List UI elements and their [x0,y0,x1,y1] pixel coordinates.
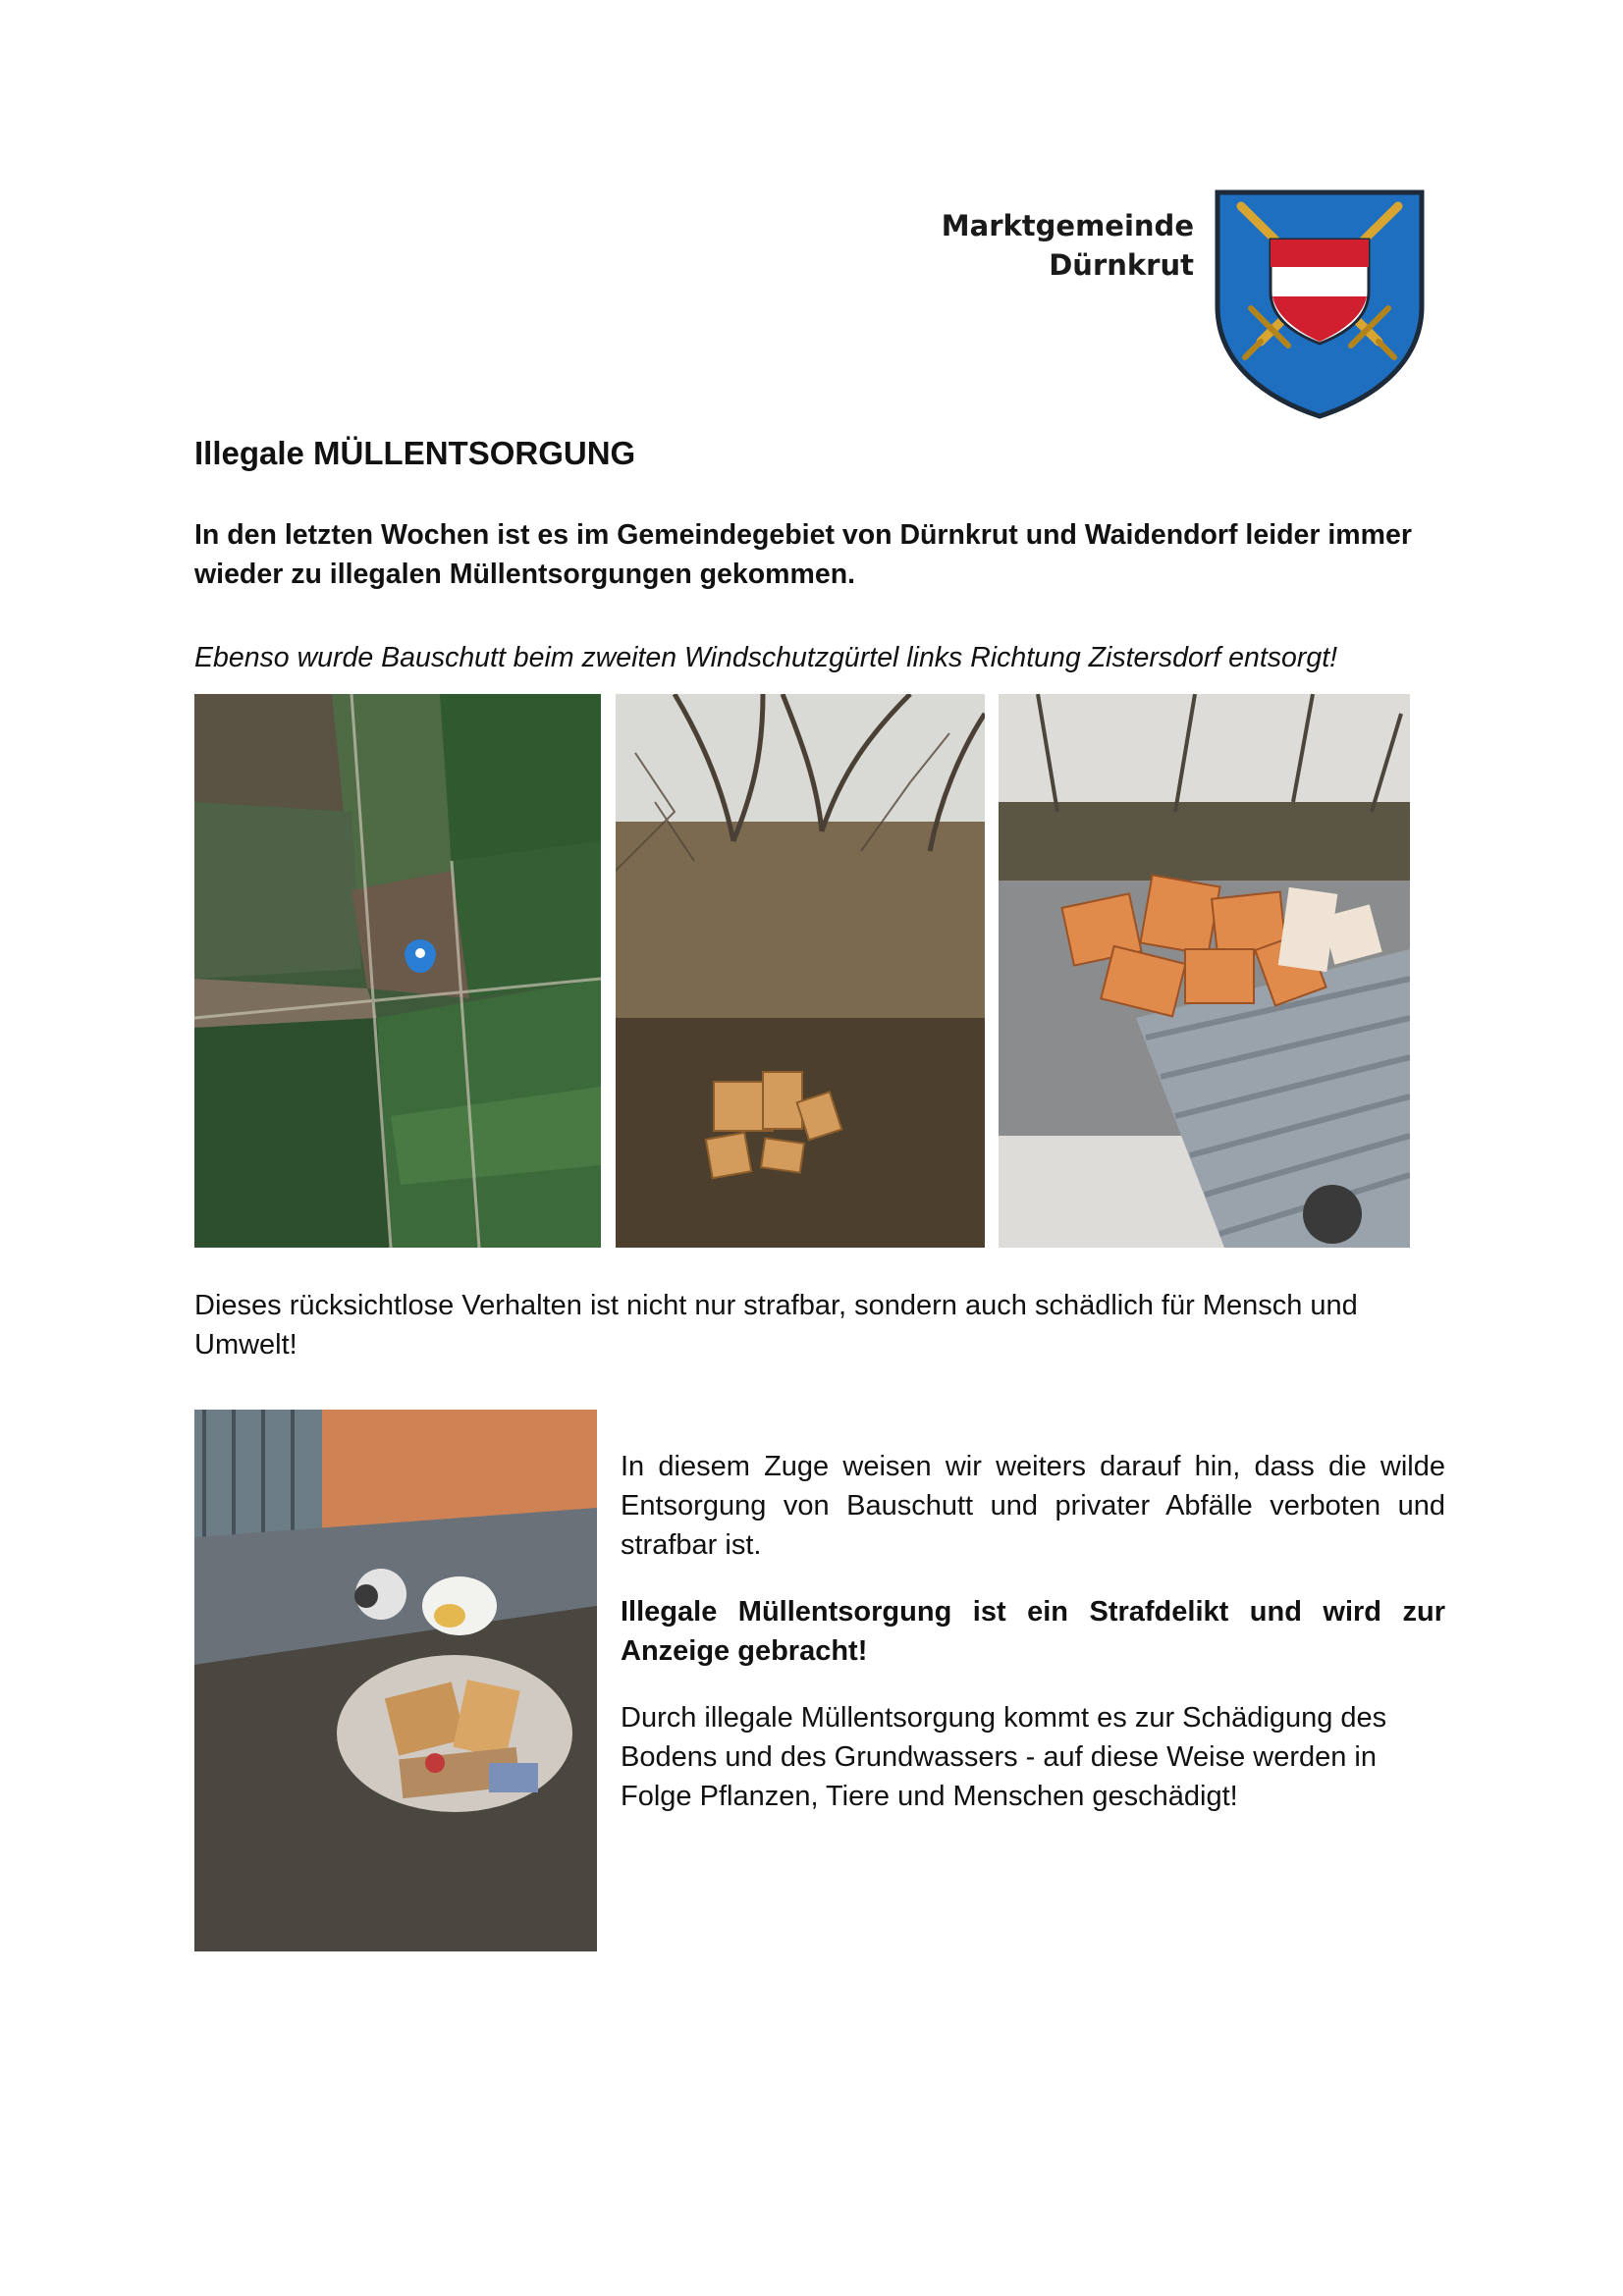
paragraph-prohibition: In diesem Zuge weisen wir weiters darauf hin, dass die wilde Entsorgung von Bauschutt und privater Abfälle verboten und strafbar ist. [621,1451,1445,1561]
article-note: Ebenso wurde Bauschutt beim zweiten Windschutzgürtel links Richtung Zistersdorf entsorgt! [194,642,1338,673]
paragraph-offense: Illegale Müllentsorgung ist ein Strafdelikt und wird zur Anzeige gebracht! [621,1596,1445,1667]
paragraph-consequences: Durch illegale Müllentsorgung kommt es zur Schädigung des Bodens und des Grundwassers - auf diese Weise werden in Folge Pflanzen, Tiere und Menschen geschädigt! [621,1702,1387,1812]
coat-of-arms-icon [1214,188,1426,420]
dumped-trash-photo [194,1410,597,1951]
satellite-map-photo [194,694,601,1248]
paragraph-warning: Dieses rücksichtlose Verhalten ist nicht nur strafbar, sondern auch schädlich für Mensch und Umwelt! [194,1290,1358,1361]
article-title: Illegale MÜLLENTSORGUNG [194,435,636,471]
bricks-on-trailer-photo [999,694,1410,1248]
municipality-name-line2: Dürnkrut [1049,248,1194,282]
article-side-text [621,1447,1445,1843]
dumped-rubble-bushes-photo [616,694,985,1248]
municipality-name [942,206,1194,285]
municipality-name-line1: Marktgemeinde [941,209,1194,242]
article-intro: In den letzten Wochen ist es im Gemeindegebiet von Dürnkrut und Waidendorf leider immer wieder zu illegalen Müllentsorgungen gekommen. [194,519,1412,590]
